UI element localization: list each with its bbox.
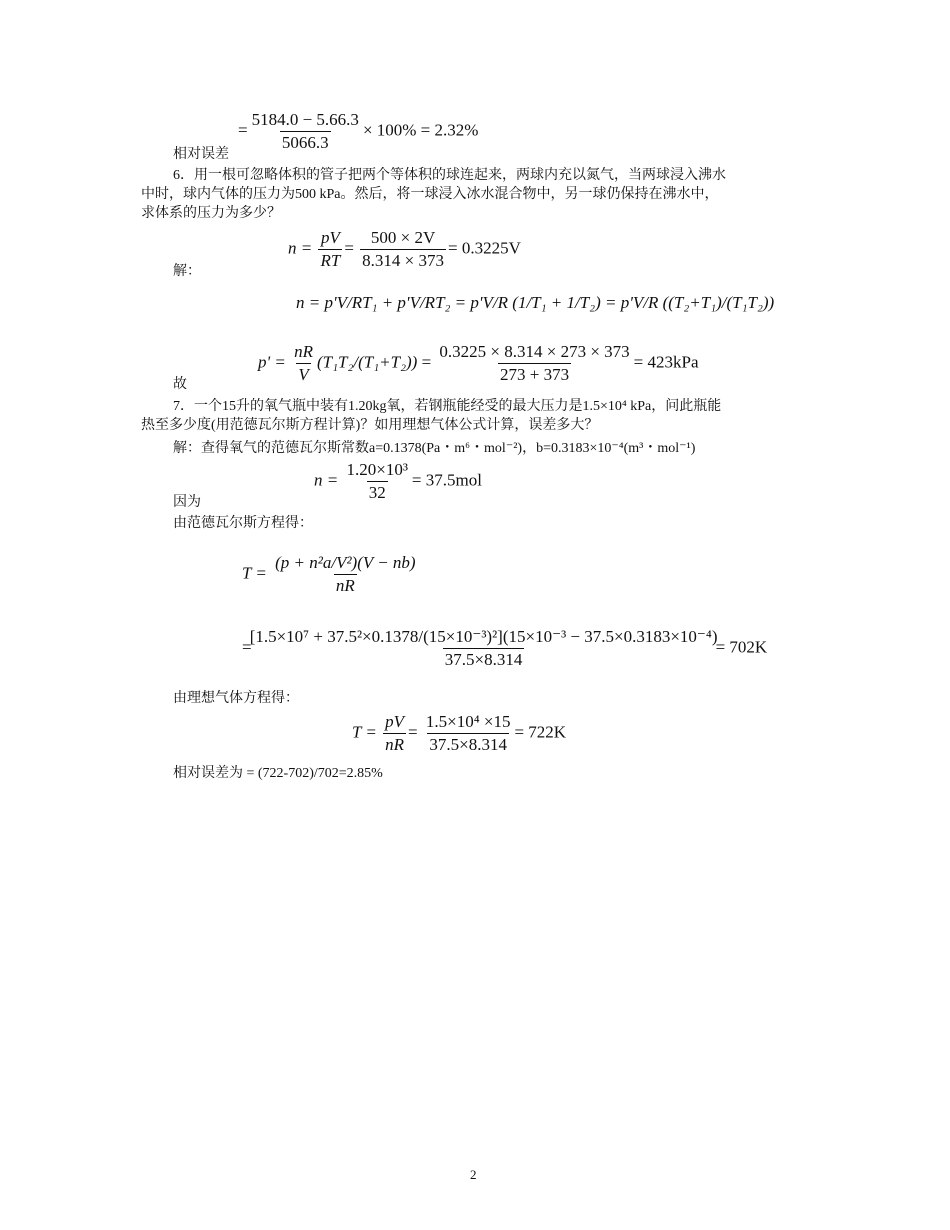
denominator: 273 + 373: [499, 365, 570, 384]
lhs: T =: [352, 722, 377, 742]
prev-relative-error-label: 相对误差: [173, 147, 229, 162]
result: = 423kPa: [633, 352, 699, 372]
page-number: 2: [470, 1167, 477, 1182]
denominator: 37.5×8.314: [429, 735, 507, 754]
problem6-line2: 中时，球内气体的压力为500 kPa。然后，将一球浸入冰水混合物中，另一球仍保持在沸水中，: [141, 187, 719, 202]
denominator: 5066.3: [281, 133, 329, 152]
problem7-because-label: 因为: [173, 495, 201, 510]
problem7-eq-T2: = [1.5×10⁷ + 37.5²×0.1378/(15×10⁻³)²](15×10⁻³ − 37.5×0.3183×10⁻⁴) 37.5×8.314 = 702K: [242, 627, 768, 669]
result: = 0.3225V: [448, 238, 521, 258]
denominator: V: [298, 365, 309, 384]
problem6-line1: 6．用一根可忽略体积的管子把两个等体积的球连起来，两球内充以氮气，当两球浸入沸水: [173, 168, 726, 183]
numerator: 5184.0 − 5.66.3: [251, 110, 359, 129]
denominator: nR: [385, 735, 405, 754]
lhs: T =: [242, 563, 267, 583]
fraction: [273, 553, 417, 596]
problem7-eq-n: [314, 460, 482, 503]
problem7-line3: 解：查得氧气的范德瓦尔斯常数a=0.1378(Pa・m⁶・mol⁻²)，b=0.3183×10⁻⁴(m³・mol⁻¹): [173, 441, 696, 456]
problem6-solution-label: 解：: [173, 264, 201, 279]
numerator: nR: [294, 342, 313, 361]
denominator: 37.5×8.314: [444, 650, 523, 669]
fraction: [249, 627, 718, 670]
fraction: [292, 342, 315, 385]
problem6-eq1: n = $\frac{pV}{RT}$ = $\frac{500 \times 2V}{8.314 \times 373}$ = 0.3225V: [288, 228, 521, 270]
problem6-eq3: p' = $\frac{nR}{V}$ (T₁T₂/(T₁+T₂)) = $\frac{0.3225 \times 8.314 \times 273 \times 373}{273 + 373}$ = 423kPa: [258, 342, 699, 384]
fraction: [318, 228, 342, 271]
lhs: n =: [314, 470, 339, 490]
denominator: 32: [368, 483, 386, 502]
result: = 37.5mol: [411, 470, 482, 490]
numerator: [1.5×10⁷ + 37.5²×0.1378/(15×10⁻³)²](15×10⁻³ − 37.5×0.3183×10⁻⁴): [249, 627, 718, 646]
lhs: n =: [288, 238, 313, 258]
fraction: [437, 342, 631, 385]
numerator: pV: [385, 712, 405, 731]
problem6-eq2: n = p'V/RT₁ + p'V/RT₂ = p'V/R (1/T₁ + 1/T₂) = p'V/R ((T₂+T₁)/(T₁T₂)): [296, 293, 775, 312]
fraction: [383, 712, 406, 755]
fraction: [250, 110, 361, 153]
problem7-vdw-label: 由范德瓦尔斯方程得：: [173, 516, 313, 531]
numerator: 1.5×10⁴ ×15: [425, 712, 511, 731]
lhs: p' =: [258, 352, 286, 372]
problem7-eq-T-ideal: T = $\frac{pV}{nR}$ = $\frac{\text{1.5×10⁴ ×15}}{37.5\times 8.314}$ = 722K: [352, 712, 567, 754]
numerator: 1.20×10³: [346, 460, 408, 479]
result: × 100% = 2.32%: [362, 120, 479, 140]
prev-relative-error-equation: = $\frac{5184.0 - 5.66.3}{5066.3}$ × 100% = 2.32%: [238, 110, 479, 152]
numerator: 500 × 2V: [370, 228, 436, 247]
numerator: (p + n²a/V²)(V − nb): [275, 553, 416, 572]
fraction: [344, 460, 409, 503]
problem7-eq-T: [242, 553, 420, 596]
problem6-conclusion-label: 故: [173, 377, 187, 392]
fraction: [360, 228, 446, 271]
problem7-relative-error: 相对误差为 = (722-702)/702=2.85%: [173, 766, 383, 781]
numerator: pV: [320, 228, 340, 247]
problem7-line2: 热至多少度(用范德瓦尔斯方程计算)？如用理想气体公式计算，误差多大？: [141, 418, 599, 433]
denominator: 8.314 × 373: [362, 251, 445, 270]
result: = 722K: [514, 722, 567, 742]
numerator: 0.3225 × 8.314 × 273 × 373: [439, 342, 630, 361]
fraction: [424, 712, 513, 755]
result: = 702K: [715, 637, 768, 657]
temp-factor: (T₁T₂/(T₁+T₂)): [317, 352, 418, 372]
denominator: nR: [335, 576, 355, 595]
problem6-line3: 求体系的压力为多少？: [141, 206, 281, 221]
problem7-ideal-label: 由理想气体方程得：: [173, 691, 299, 706]
problem7-line1: 7．一个15升的氧气瓶中装有1.20kg氧，若钢瓶能经受的最大压力是1.5×10⁴ kPa，问此瓶能: [173, 399, 722, 414]
denominator: RT: [320, 251, 341, 270]
